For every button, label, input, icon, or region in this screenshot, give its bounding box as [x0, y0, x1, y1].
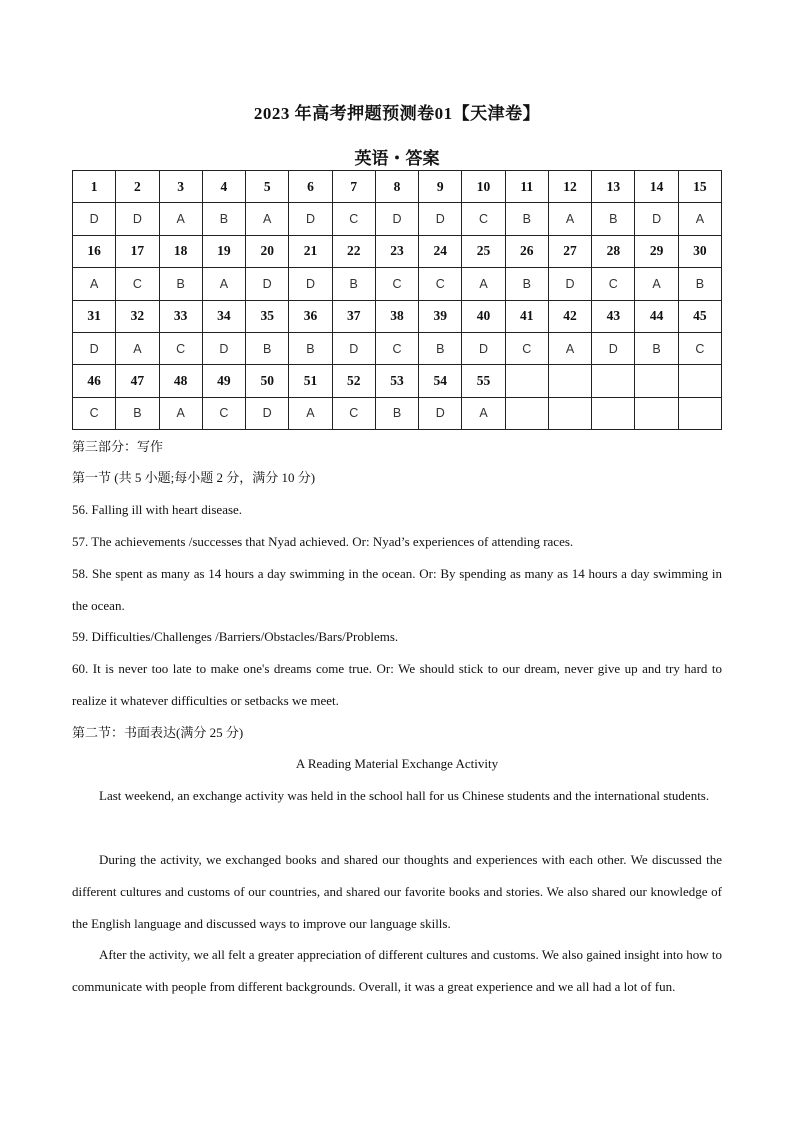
answer-cell: B	[419, 332, 462, 364]
question-number: 21	[289, 235, 332, 267]
empty-cell	[505, 365, 548, 397]
answer-cell: C	[462, 203, 505, 235]
question-number: 44	[635, 300, 678, 332]
question-number: 31	[73, 300, 116, 332]
question-number: 30	[678, 235, 721, 267]
question-number: 40	[462, 300, 505, 332]
question-number: 51	[289, 365, 332, 397]
part3-heading: 第三部分：写作	[72, 439, 164, 454]
question-number: 14	[635, 171, 678, 203]
answer-cell: D	[289, 203, 332, 235]
question-number: 29	[635, 235, 678, 267]
empty-cell	[678, 397, 721, 429]
question-number: 32	[116, 300, 159, 332]
empty-cell	[635, 397, 678, 429]
question-number: 7	[332, 171, 375, 203]
question-number: 19	[202, 235, 245, 267]
answer-cell: A	[548, 203, 591, 235]
question-number: 38	[375, 300, 418, 332]
answer-cell: D	[246, 397, 289, 429]
answer-cell: A	[73, 268, 116, 300]
empty-cell	[505, 397, 548, 429]
answer-cell: D	[419, 203, 462, 235]
empty-cell	[592, 365, 635, 397]
essay-paragraph-3: After the activity, we all felt a greater appreciation of different cultures and customs. We also gained insight into how to communicate with people from different backgrounds. Overall, it was a great experience and we all had a lot of fun.	[72, 947, 722, 994]
question-number: 52	[332, 365, 375, 397]
answer-cell: B	[635, 332, 678, 364]
question-number: 1	[73, 171, 116, 203]
answer-cell: B	[505, 203, 548, 235]
question-number: 5	[246, 171, 289, 203]
answer-cell: B	[202, 203, 245, 235]
answer-cell: B	[592, 203, 635, 235]
question-number: 24	[419, 235, 462, 267]
answer-cell: D	[246, 268, 289, 300]
question-number: 28	[592, 235, 635, 267]
empty-cell	[548, 365, 591, 397]
answer-cell: D	[332, 332, 375, 364]
answer-cell: C	[332, 397, 375, 429]
question-number: 47	[116, 365, 159, 397]
question-number: 41	[505, 300, 548, 332]
answer-60: 60. It is never too late to make one's dreams come true. Or: We should stick to our dream, never give up and try hard to realize it whatever difficulties or setbacks we meet.	[72, 661, 722, 708]
question-number: 17	[116, 235, 159, 267]
answer-cell: A	[202, 268, 245, 300]
empty-cell	[635, 365, 678, 397]
answer-cell: C	[159, 332, 202, 364]
answer-57: 57. The achievements /successes that Nyad achieved. Or: Nyad’s experiences of attending races.	[72, 534, 574, 549]
question-number: 36	[289, 300, 332, 332]
question-number: 54	[419, 365, 462, 397]
answer-cell: D	[462, 332, 505, 364]
answer-table-number-row	[73, 171, 722, 203]
answer-cell: A	[246, 203, 289, 235]
answer-cell: D	[289, 268, 332, 300]
question-number: 33	[159, 300, 202, 332]
answer-cell: A	[289, 397, 332, 429]
answer-cell: C	[73, 397, 116, 429]
question-number: 10	[462, 171, 505, 203]
answer-cell: A	[159, 203, 202, 235]
answer-cell: C	[419, 268, 462, 300]
answer-cell: D	[635, 203, 678, 235]
question-number: 3	[159, 171, 202, 203]
question-number: 37	[332, 300, 375, 332]
answer-table-number-row	[73, 365, 722, 397]
question-number: 20	[246, 235, 289, 267]
question-number: 2	[116, 171, 159, 203]
answer-cell: A	[462, 268, 505, 300]
answer-cell: A	[548, 332, 591, 364]
question-number: 53	[375, 365, 418, 397]
answer-cell: C	[678, 332, 721, 364]
answer-cell: B	[289, 332, 332, 364]
section2-heading: 第二节：书面表达(满分 25 分)	[72, 725, 244, 740]
answer-cell: C	[116, 268, 159, 300]
answer-cell: D	[592, 332, 635, 364]
answer-cell: A	[635, 268, 678, 300]
question-number: 9	[419, 171, 462, 203]
empty-cell	[548, 397, 591, 429]
question-number: 15	[678, 171, 721, 203]
answer-cell: C	[375, 268, 418, 300]
answer-cell: B	[678, 268, 721, 300]
question-number: 8	[375, 171, 418, 203]
document-subtitle: 英语・答案	[354, 149, 440, 168]
question-number: 45	[678, 300, 721, 332]
answer-cell: C	[332, 203, 375, 235]
question-number: 18	[159, 235, 202, 267]
answer-cell: B	[332, 268, 375, 300]
answer-table	[72, 170, 722, 430]
question-number: 13	[592, 171, 635, 203]
answer-cell: D	[116, 203, 159, 235]
question-number: 27	[548, 235, 591, 267]
answer-cell: D	[548, 268, 591, 300]
answer-cell: D	[419, 397, 462, 429]
answer-cell: D	[375, 203, 418, 235]
question-number: 50	[246, 365, 289, 397]
question-number: 12	[548, 171, 591, 203]
question-number: 55	[462, 365, 505, 397]
answer-cell: B	[116, 397, 159, 429]
answer-table-answer-row	[73, 268, 722, 300]
answer-table-answer-row	[73, 203, 722, 235]
answer-table-answer-row	[73, 332, 722, 364]
answer-cell: A	[678, 203, 721, 235]
section1-heading: 第一节 (共 5 小题;每小题 2 分，满分 10 分)	[72, 470, 316, 485]
question-number: 4	[202, 171, 245, 203]
answer-table-answer-row	[73, 397, 722, 429]
essay-paragraph-2: During the activity, we exchanged books and shared our thoughts and experiences with each other. We discussed the different cultures and customs of our countries, and shared our favorite books and stories. We also shared our knowledge of the English language and discussed ways to improve our language skills.	[72, 852, 722, 931]
answer-cell: B	[246, 332, 289, 364]
question-number: 39	[419, 300, 462, 332]
question-number: 23	[375, 235, 418, 267]
answer-cell: B	[159, 268, 202, 300]
essay-title: A Reading Material Exchange Activity	[295, 756, 499, 771]
question-number: 43	[592, 300, 635, 332]
question-number: 22	[332, 235, 375, 267]
question-number: 35	[246, 300, 289, 332]
question-number: 46	[73, 365, 116, 397]
answer-56: 56. Falling ill with heart disease.	[72, 502, 243, 517]
question-number: 49	[202, 365, 245, 397]
question-number: 26	[505, 235, 548, 267]
answer-cell: A	[116, 332, 159, 364]
answer-59: 59. Difficulties/Challenges /Barriers/Obstacles/Bars/Problems.	[72, 629, 399, 644]
question-number: 34	[202, 300, 245, 332]
answer-cell: A	[462, 397, 505, 429]
answer-cell: A	[159, 397, 202, 429]
answer-cell: D	[202, 332, 245, 364]
question-number: 48	[159, 365, 202, 397]
answer-58: 58. She spent as many as 14 hours a day swimming in the ocean. Or: By spending as many as 14 hours a day swimming in the ocean.	[72, 566, 722, 613]
answer-cell: C	[375, 332, 418, 364]
question-number: 11	[505, 171, 548, 203]
answer-cell: C	[202, 397, 245, 429]
answer-cell: B	[505, 268, 548, 300]
document-title: 2023 年高考押题预测卷01【天津卷】	[253, 104, 541, 123]
answer-cell: C	[505, 332, 548, 364]
question-number: 25	[462, 235, 505, 267]
answer-table-number-row	[73, 235, 722, 267]
question-number: 16	[73, 235, 116, 267]
answer-cell: B	[375, 397, 418, 429]
question-number: 42	[548, 300, 591, 332]
question-number: 6	[289, 171, 332, 203]
empty-cell	[592, 397, 635, 429]
answer-cell: C	[592, 268, 635, 300]
answer-cell: D	[73, 203, 116, 235]
answer-table-number-row	[73, 300, 722, 332]
answer-cell: D	[73, 332, 116, 364]
essay-paragraph-1: Last weekend, an exchange activity was held in the school hall for us Chinese students and the international students.	[99, 788, 710, 803]
empty-cell	[678, 365, 721, 397]
